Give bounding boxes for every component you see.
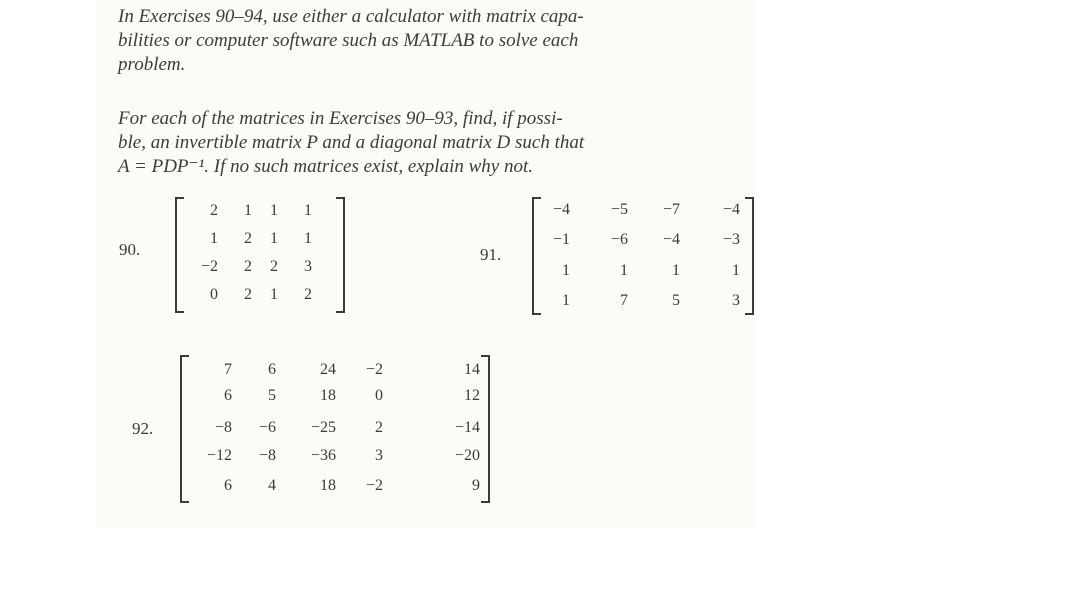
matrix-entry: 1 xyxy=(732,262,740,279)
matrix-entry: 2 xyxy=(244,286,252,303)
exercise-90-label: 90. xyxy=(119,240,141,259)
matrix-entry: −7 xyxy=(662,201,680,218)
matrix-entry: 7 xyxy=(224,361,232,378)
matrix-entry: −2 xyxy=(365,361,383,378)
matrix-entry: −4 xyxy=(552,201,570,218)
intro-line: In Exercises 90–94, use either a calculator with matrix capa- xyxy=(118,6,584,27)
matrix-entry: 1 xyxy=(304,202,312,219)
instructions-line: ble, an invertible matrix P and a diagonal matrix D such that xyxy=(118,132,585,153)
matrix-entry: 1 xyxy=(620,262,628,279)
matrix-entry: 1 xyxy=(270,202,278,219)
matrix-entry: −12 xyxy=(206,447,232,464)
matrix-entry: −4 xyxy=(662,231,680,248)
matrix-entry: 12 xyxy=(464,387,480,404)
matrix-entry: 1 xyxy=(270,230,278,247)
matrix-entry: −36 xyxy=(310,447,336,464)
matrix-entry: 6 xyxy=(224,387,232,404)
matrix-entry: 3 xyxy=(304,258,312,275)
matrix-entry: 4 xyxy=(268,477,276,494)
matrix-entry: 6 xyxy=(268,361,276,378)
matrix-entry: 5 xyxy=(672,292,680,309)
matrix-entry: −8 xyxy=(258,447,276,464)
matrix-entry: 2 xyxy=(244,230,252,247)
matrix-entry: 1 xyxy=(304,230,312,247)
matrix-entry: 1 xyxy=(244,202,252,219)
instructions-paragraph xyxy=(118,107,738,179)
matrix-entry: 2 xyxy=(375,419,383,436)
matrix-entry: 7 xyxy=(620,292,628,309)
matrix-entry: 3 xyxy=(375,447,383,464)
matrix-entry: −1 xyxy=(552,231,570,248)
exercise-92-matrix xyxy=(180,355,490,503)
matrix-entry: 2 xyxy=(210,202,218,219)
matrix-entry: 9 xyxy=(472,477,480,494)
matrix-entry: −5 xyxy=(610,201,628,218)
matrix-entry: −2 xyxy=(365,477,383,494)
matrix-entry: 18 xyxy=(320,477,336,494)
matrix-entry: −2 xyxy=(200,258,218,275)
matrix-entry: −8 xyxy=(214,419,232,436)
matrix-entry: −14 xyxy=(454,419,480,436)
matrix-entry: −6 xyxy=(610,231,628,248)
matrix-entry: 5 xyxy=(268,387,276,404)
matrix-entry: −4 xyxy=(722,201,740,218)
matrix-entry: 2 xyxy=(304,286,312,303)
intro-line: problem. xyxy=(118,54,186,75)
matrix-entry: 1 xyxy=(270,286,278,303)
instructions-line: For each of the matrices in Exercises 90–93, find, if possi- xyxy=(118,108,563,129)
matrix-entry: 3 xyxy=(732,292,740,309)
matrix-entry: 14 xyxy=(464,361,480,378)
matrix-entry: 24 xyxy=(320,361,336,378)
matrix-entry: 1 xyxy=(210,230,218,247)
matrix-entry: 0 xyxy=(210,286,218,303)
intro-paragraph xyxy=(118,5,738,77)
matrix-entry: 6 xyxy=(224,477,232,494)
matrix-entry: −3 xyxy=(722,231,740,248)
exercise-91-matrix xyxy=(532,197,754,315)
matrix-entry: −6 xyxy=(258,419,276,436)
exercise-90-matrix xyxy=(175,197,345,313)
matrix-entry: 18 xyxy=(320,387,336,404)
matrix-entry: 2 xyxy=(270,258,278,275)
exercise-91-label: 91. xyxy=(480,245,502,264)
matrix-entry: −25 xyxy=(310,419,336,436)
matrix-entry: −20 xyxy=(454,447,480,464)
intro-line: bilities or computer software such as MATLAB to solve each xyxy=(118,30,579,51)
matrix-entry: 1 xyxy=(562,262,570,279)
matrix-entry: 1 xyxy=(562,292,570,309)
matrix-entry: 1 xyxy=(672,262,680,279)
exercise-92-label: 92. xyxy=(132,419,154,438)
instructions-line: A = PDP⁻¹. If no such matrices exist, explain why not. xyxy=(118,156,533,177)
matrix-entry: 2 xyxy=(244,258,252,275)
matrix-entry: 0 xyxy=(375,387,383,404)
